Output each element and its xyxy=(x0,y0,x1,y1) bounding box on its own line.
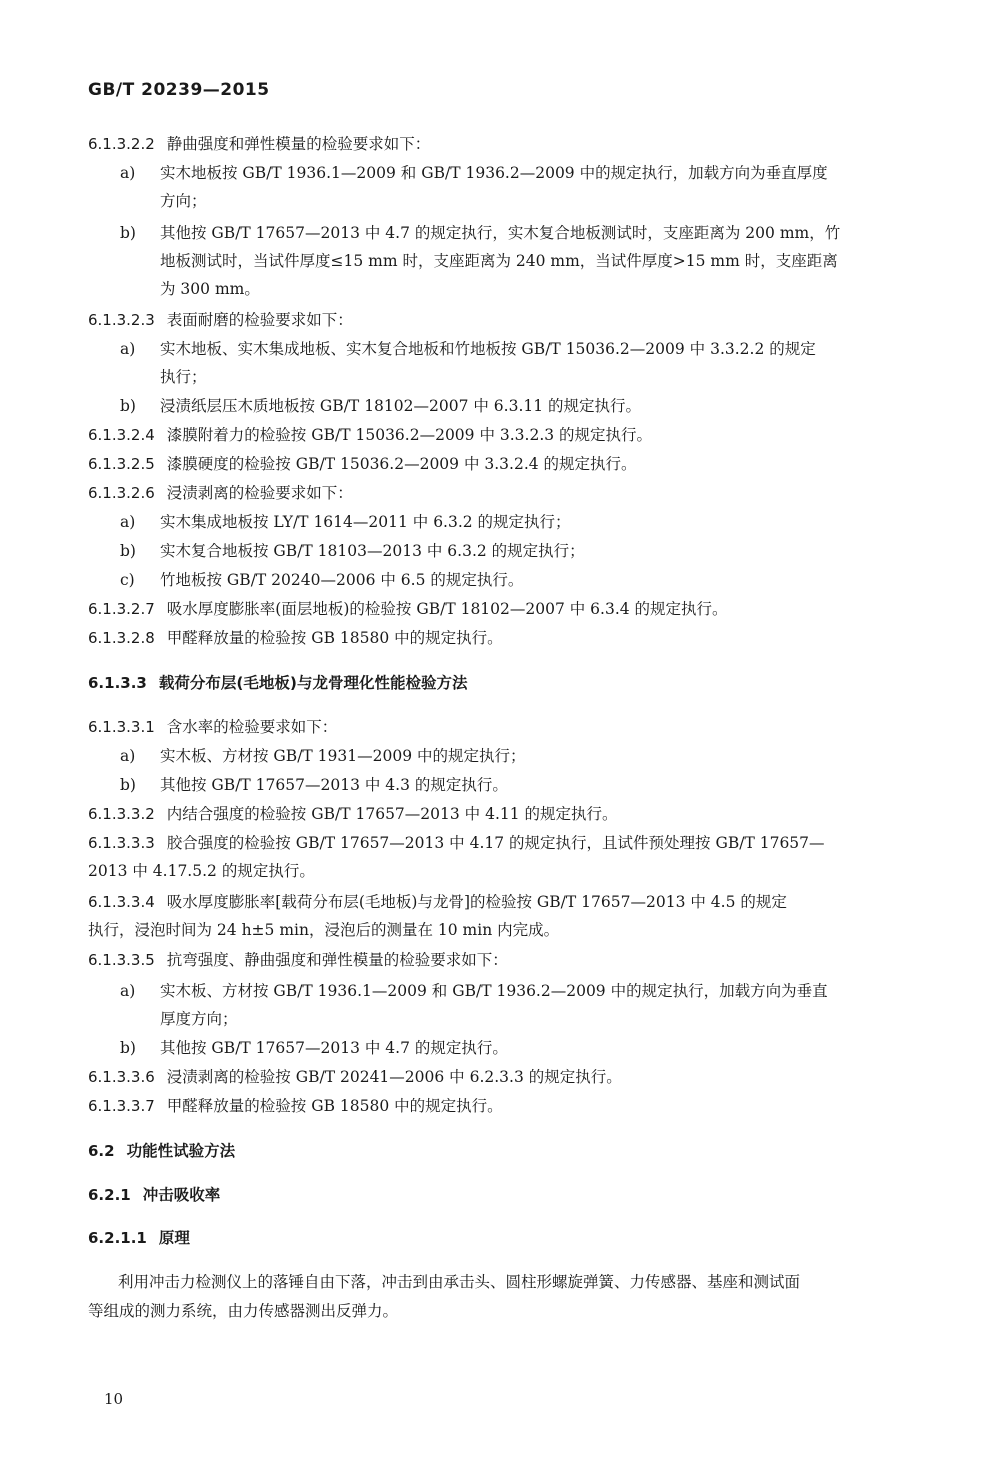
item-label: a) xyxy=(120,164,136,182)
continuation-line xyxy=(88,1301,940,1321)
clause-number: 6.1.3.3.2 xyxy=(88,805,155,823)
section-number: 6.2.1.1 xyxy=(88,1229,147,1247)
standard-header: GB/T 20239—2015 xyxy=(88,80,270,100)
list-item xyxy=(120,396,972,416)
continuation-line xyxy=(160,279,1000,299)
continuation-text: 等组成的测力系统，由力传感器测出反弹力。 xyxy=(88,1302,399,1320)
clause-line xyxy=(88,425,940,445)
item-label: b) xyxy=(120,1039,136,1057)
item-label: b) xyxy=(120,542,136,560)
item-text: 实木地板按 GB/T 1936.1—2009 和 GB/T 1936.2—2009 中的规定执行，加载方向为垂直厚度 xyxy=(160,164,828,182)
clause-number: 6.1.3.3.4 xyxy=(88,893,155,911)
clause-text: 浸渍剥离的检验要求如下： xyxy=(166,484,353,502)
continuation-line xyxy=(88,861,940,881)
clause-text: 吸水厚度膨胀率[载荷分布层(毛地板)与龙骨]的检验按 GB/T 17657—2013 中 4.5 的规定 xyxy=(166,893,787,911)
item-label: b) xyxy=(120,776,136,794)
list-item xyxy=(120,1038,972,1058)
clause-text: 含水率的检验要求如下： xyxy=(166,718,338,736)
list-item xyxy=(120,163,972,183)
body-paragraph xyxy=(118,1272,970,1292)
clause-text: 内结合强度的检验按 GB/T 17657—2013 中 4.11 的规定执行。 xyxy=(166,805,618,823)
clause-number: 6.1.3.2.8 xyxy=(88,629,155,647)
clause-text: 吸水厚度膨胀率(面层地板)的检验按 GB/T 18102—2007 中 6.3.4 的规定执行。 xyxy=(166,600,728,618)
clause-line xyxy=(88,134,940,154)
clause-number: 6.1.3.2.3 xyxy=(88,311,155,329)
continuation-line xyxy=(88,920,940,940)
list-item xyxy=(120,746,972,766)
clause-line xyxy=(88,310,940,330)
clause-number: 6.1.3.2.6 xyxy=(88,484,155,502)
continuation-text: 为 300 mm。 xyxy=(160,280,260,298)
clause-text: 静曲强度和弹性模量的检验要求如下： xyxy=(166,135,431,153)
clause-text: 甲醛释放量的检验按 GB 18580 中的规定执行。 xyxy=(166,629,503,647)
item-label: a) xyxy=(120,513,136,531)
list-item xyxy=(120,223,972,243)
item-text: 其他按 GB/T 17657—2013 中 4.7 的规定执行。 xyxy=(160,1039,508,1057)
item-label: a) xyxy=(120,340,136,358)
clause-number: 6.1.3.2.4 xyxy=(88,426,155,444)
list-item xyxy=(120,339,972,359)
clause-number: 6.1.3.2.5 xyxy=(88,455,155,473)
clause-number: 6.1.3.3.5 xyxy=(88,951,155,969)
clause-line xyxy=(88,628,940,648)
clause-number: 6.1.3.2.2 xyxy=(88,135,155,153)
section-number: 6.2.1 xyxy=(88,1186,131,1204)
section-number: 6.1.3.3 xyxy=(88,674,147,692)
paragraph-text: 利用冲击力检测仪上的落锤自由下落，冲击到由承击头、圆柱形螺旋弹簧、力传感器、基座和测试面 xyxy=(118,1273,801,1291)
clause-line xyxy=(88,483,940,503)
clause-line xyxy=(88,833,940,853)
clause-number: 6.1.3.3.7 xyxy=(88,1097,155,1115)
section-title: 冲击吸收率 xyxy=(142,1186,221,1204)
continuation-text: 执行； xyxy=(160,368,207,386)
clause-text: 抗弯强度、静曲强度和弹性模量的检验要求如下： xyxy=(166,951,508,969)
item-text: 实木地板、实木集成地板、实木复合地板和竹地板按 GB/T 15036.2—2009 中 3.3.2.2 的规定 xyxy=(160,340,816,358)
list-item xyxy=(120,570,972,590)
section-title: 载荷分布层(毛地板)与龙骨理化性能检验方法 xyxy=(158,674,468,692)
clause-number: 6.1.3.3.1 xyxy=(88,718,155,736)
continuation-text: 地板测试时，当试件厚度≤15 mm 时，支座距离为 240 mm，当试件厚度>15 mm 时，支座距离 xyxy=(160,252,838,270)
clause-line xyxy=(88,892,940,912)
continuation-line xyxy=(160,367,1000,387)
item-text: 其他按 GB/T 17657—2013 中 4.3 的规定执行。 xyxy=(160,776,508,794)
section-number: 6.2 xyxy=(88,1142,115,1160)
list-item xyxy=(120,981,972,1001)
item-label: b) xyxy=(120,224,136,242)
clause-line xyxy=(88,599,940,619)
clause-line xyxy=(88,1096,940,1116)
page-number: 10 xyxy=(104,1390,124,1408)
clause-text: 胶合强度的检验按 GB/T 17657—2013 中 4.17 的规定执行，且试件预处理按 GB/T 17657— xyxy=(166,834,825,852)
continuation-line xyxy=(160,1009,1000,1029)
list-item xyxy=(120,541,972,561)
item-text: 实木板、方材按 GB/T 1936.1—2009 和 GB/T 1936.2—2009 中的规定执行，加载方向为垂直 xyxy=(160,982,828,1000)
clause-text: 甲醛释放量的检验按 GB 18580 中的规定执行。 xyxy=(166,1097,503,1115)
item-text: 其他按 GB/T 17657—2013 中 4.7 的规定执行，实木复合地板测试时，支座距离为 200 mm，竹 xyxy=(160,224,841,242)
item-text: 实木集成地板按 LY/T 1614—2011 中 6.3.2 的规定执行； xyxy=(160,513,571,531)
section-heading xyxy=(88,1185,940,1205)
clause-text: 表面耐磨的检验要求如下： xyxy=(166,311,353,329)
section-title: 原理 xyxy=(158,1229,190,1247)
section-title: 功能性试验方法 xyxy=(126,1142,236,1160)
item-text: 实木复合地板按 GB/T 18103—2013 中 6.3.2 的规定执行； xyxy=(160,542,585,560)
section-heading xyxy=(88,1228,940,1248)
continuation-line xyxy=(160,191,1000,211)
list-item xyxy=(120,775,972,795)
clause-text: 浸渍剥离的检验按 GB/T 20241—2006 中 6.2.3.3 的规定执行。 xyxy=(166,1068,622,1086)
item-label: a) xyxy=(120,747,136,765)
clause-text: 漆膜硬度的检验按 GB/T 15036.2—2009 中 3.3.2.4 的规定执行。 xyxy=(166,455,637,473)
continuation-text: 方向； xyxy=(160,192,207,210)
clause-line xyxy=(88,717,940,737)
clause-line xyxy=(88,1067,940,1087)
item-text: 竹地板按 GB/T 20240—2006 中 6.5 的规定执行。 xyxy=(160,571,524,589)
item-label: c) xyxy=(120,571,135,589)
section-heading xyxy=(88,673,940,693)
item-text: 实木板、方材按 GB/T 1931—2009 中的规定执行； xyxy=(160,747,526,765)
clause-text: 漆膜附着力的检验按 GB/T 15036.2—2009 中 3.3.2.3 的规定执行。 xyxy=(166,426,653,444)
clause-number: 6.1.3.2.7 xyxy=(88,600,155,618)
continuation-text: 厚度方向； xyxy=(160,1010,238,1028)
item-label: a) xyxy=(120,982,136,1000)
section-heading xyxy=(88,1141,940,1161)
clause-number: 6.1.3.3.3 xyxy=(88,834,155,852)
continuation-line xyxy=(160,251,1000,271)
clause-line xyxy=(88,950,940,970)
list-item xyxy=(120,512,972,532)
clause-line xyxy=(88,454,940,474)
clause-number: 6.1.3.3.6 xyxy=(88,1068,155,1086)
item-text: 浸渍纸层压木质地板按 GB/T 18102—2007 中 6.3.11 的规定执行。 xyxy=(160,397,642,415)
clause-line xyxy=(88,804,940,824)
continuation-text: 2013 中 4.17.5.2 的规定执行。 xyxy=(88,862,315,880)
continuation-text: 执行，浸泡时间为 24 h±5 min，浸泡后的测量在 10 min 内完成。 xyxy=(88,921,560,939)
item-label: b) xyxy=(120,397,136,415)
